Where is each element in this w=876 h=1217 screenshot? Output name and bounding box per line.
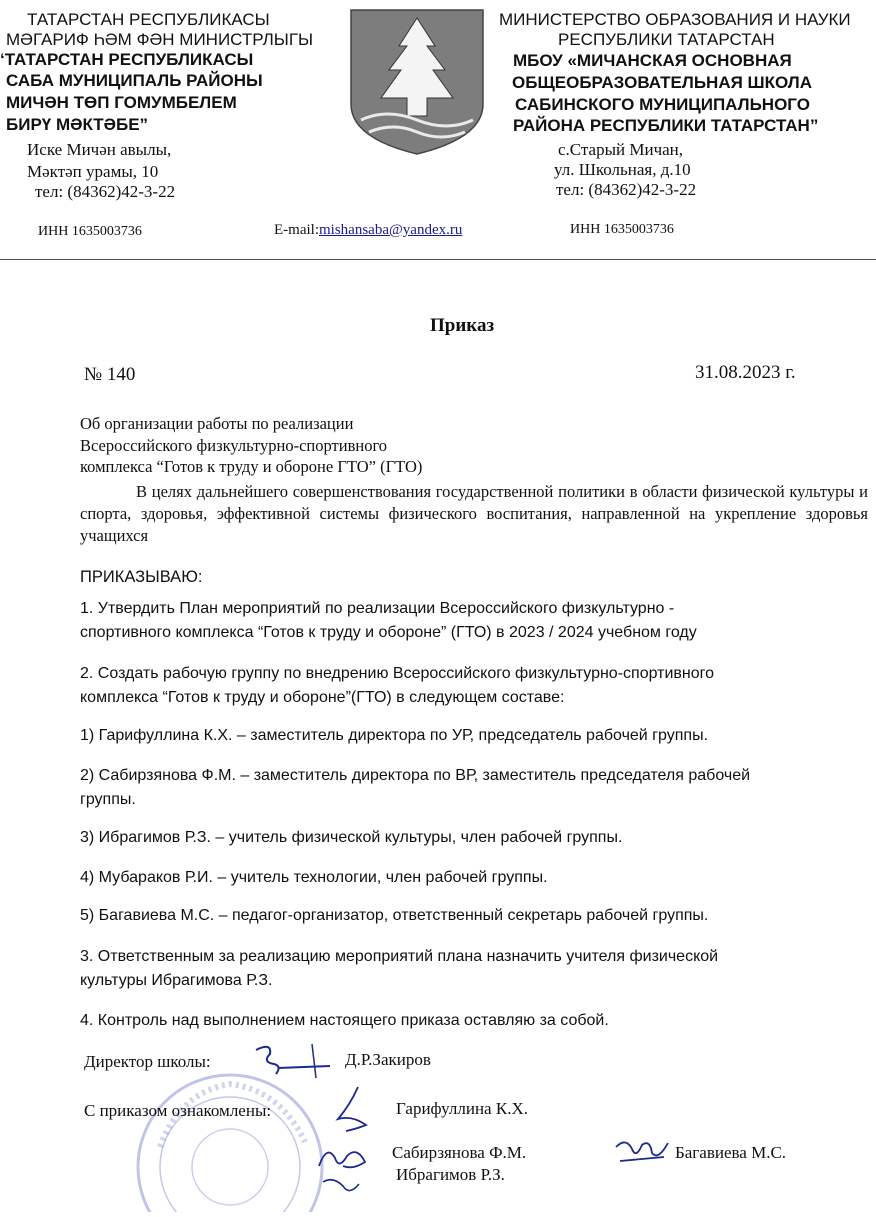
header-right-phone: тел: (84362)42-3-22 bbox=[556, 180, 697, 199]
item-4: 4. Контроль над выполнением настоящего приказа оставляю за собой. bbox=[80, 1012, 609, 1029]
header-left-org2: САБА МУНИЦИПАЛЬ РАЙОНЫ bbox=[6, 71, 263, 90]
header-left-org3: МИЧӘН ТӨП ГОМУМБЕЛЕМ bbox=[6, 93, 237, 112]
acquainted-person-4: Ибрагимов Р.З. bbox=[396, 1165, 505, 1184]
header-divider bbox=[0, 259, 876, 260]
header-left-line2: МӘГАРИФ ҺӘМ ФӘН МИНИСТРЛЫГЫ bbox=[6, 30, 314, 49]
header-left-inn: ИНН 1635003736 bbox=[38, 224, 142, 239]
member-4: 4) Мубараков Р.И. – учитель технологии, член рабочей группы. bbox=[80, 869, 548, 886]
item-1-line-2: спортивного комплекса “Готов к труду и обороне” (ГТО) в 2023 / 2024 учебном году bbox=[80, 624, 697, 641]
subject-line-3: комплекса “Готов к труду и обороне ГТО” (ГТО) bbox=[80, 457, 423, 476]
item-2-line-1: 2. Создать рабочую группу по внедрению Всероссийского физкультурно-спортивного bbox=[80, 665, 715, 682]
acquainted-person-2: Сабирзянова Ф.М. bbox=[392, 1143, 527, 1162]
header-left-address2: Мәктәп урамы, 10 bbox=[27, 162, 159, 181]
member-2-line-1: 2) Сабирзянова Ф.М. – заместитель директора по ВР, заместитель председателя рабочей bbox=[80, 767, 751, 784]
director-label: Директор школы: bbox=[84, 1052, 211, 1071]
subject-line-2: Всероссийского физкультурно-спортивного bbox=[80, 436, 388, 455]
header-right-org4: РАЙОНА РЕСПУБЛИКИ ТАТАРСТАН” bbox=[513, 116, 819, 135]
header-right-address2: ул. Школьная, д.10 bbox=[554, 160, 691, 179]
order-date: 31.08.2023 г. bbox=[695, 362, 796, 383]
signature-bagavieva-icon bbox=[612, 1135, 672, 1174]
page-title: Приказ bbox=[430, 315, 495, 336]
item-3-line-2: культуры Ибрагимова Р.З. bbox=[80, 972, 273, 989]
header-left-line1: ТАТАРСТАН РЕСПУБЛИКАСЫ bbox=[27, 10, 270, 29]
header-right-org3: САБИНСКОГО МУНИЦИПАЛЬНОГО bbox=[515, 95, 810, 114]
signature-garifullina-icon bbox=[328, 1085, 378, 1140]
header-right-address1: с.Старый Мичан, bbox=[558, 140, 684, 159]
item-2-line-2: комплекса “Готов к труду и обороне”(ГТО) в следующем составе: bbox=[80, 689, 565, 706]
acquainted-person-3: Багавиева М.С. bbox=[675, 1143, 787, 1162]
header-left-phone: тел: (84362)42-3-22 bbox=[35, 182, 176, 201]
header-left-address1: Иске Мичән авылы, bbox=[27, 140, 172, 159]
item-1-line-1: 1. Утвердить План мероприятий по реализации Всероссийского физкультурно - bbox=[80, 600, 675, 617]
fir-tree-emblem-icon bbox=[347, 8, 487, 156]
header-right-org1: МБОУ «МИЧАНСКАЯ ОСНОВНАЯ bbox=[513, 51, 792, 70]
subject-line-1: Об организации работы по реализации bbox=[80, 414, 354, 433]
email-line bbox=[274, 222, 462, 239]
preamble-paragraph: В целях дальнейшего совершенствования государственной политики в области физической культуры и спорта, здоровья, эффективной системы физического воспитания, направленной на укрепление здоровья учащихся bbox=[80, 482, 868, 545]
order-keyword: ПРИКАЗЫВАЮ: bbox=[80, 568, 203, 586]
director-name: Д.Р.Закиров bbox=[345, 1050, 431, 1069]
email-link[interactable]: mishansaba@yandex.ru bbox=[319, 222, 463, 238]
email-label: E-mail: bbox=[274, 222, 319, 238]
header-right-inn: ИНН 1635003736 bbox=[570, 222, 674, 237]
member-3: 3) Ибрагимов Р.З. – учитель физической культуры, член рабочей группы. bbox=[80, 829, 623, 846]
header-right-line2: РЕСПУБЛИКИ ТАТАРСТАН bbox=[558, 30, 775, 49]
item-3-line-1: 3. Ответственным за реализацию мероприятий плана назначить учителя физической bbox=[80, 948, 719, 965]
director-signature-icon bbox=[252, 1040, 332, 1085]
acquainted-label: С приказом ознакомлены: bbox=[84, 1101, 272, 1120]
header-right-org2: ОБЩЕОБРАЗОВАТЕЛЬНАЯ ШКОЛА bbox=[512, 73, 813, 92]
member-1: 1) Гарифуллина К.Х. – заместитель директора по УР, председатель рабочей группы. bbox=[80, 727, 709, 744]
header-right-line1: МИНИСТЕРСТВО ОБРАЗОВАНИЯ И НАУКИ bbox=[499, 10, 851, 29]
order-number: № 140 bbox=[84, 364, 136, 385]
member-2-line-2: группы. bbox=[80, 791, 136, 808]
signature-sabirzyanova-icon bbox=[313, 1136, 383, 1205]
acquainted-person-1: Гарифуллина К.Х. bbox=[396, 1099, 528, 1118]
member-5: 5) Багавиева М.С. – педагог-организатор, ответственный секретарь рабочей группы. bbox=[80, 907, 709, 924]
header-left-org4: БИРҮ МӘКТӘБЕ” bbox=[6, 115, 149, 134]
header-left-org1: ‘ТАТАРСТАН РЕСПУБЛИКАСЫ bbox=[0, 50, 254, 69]
